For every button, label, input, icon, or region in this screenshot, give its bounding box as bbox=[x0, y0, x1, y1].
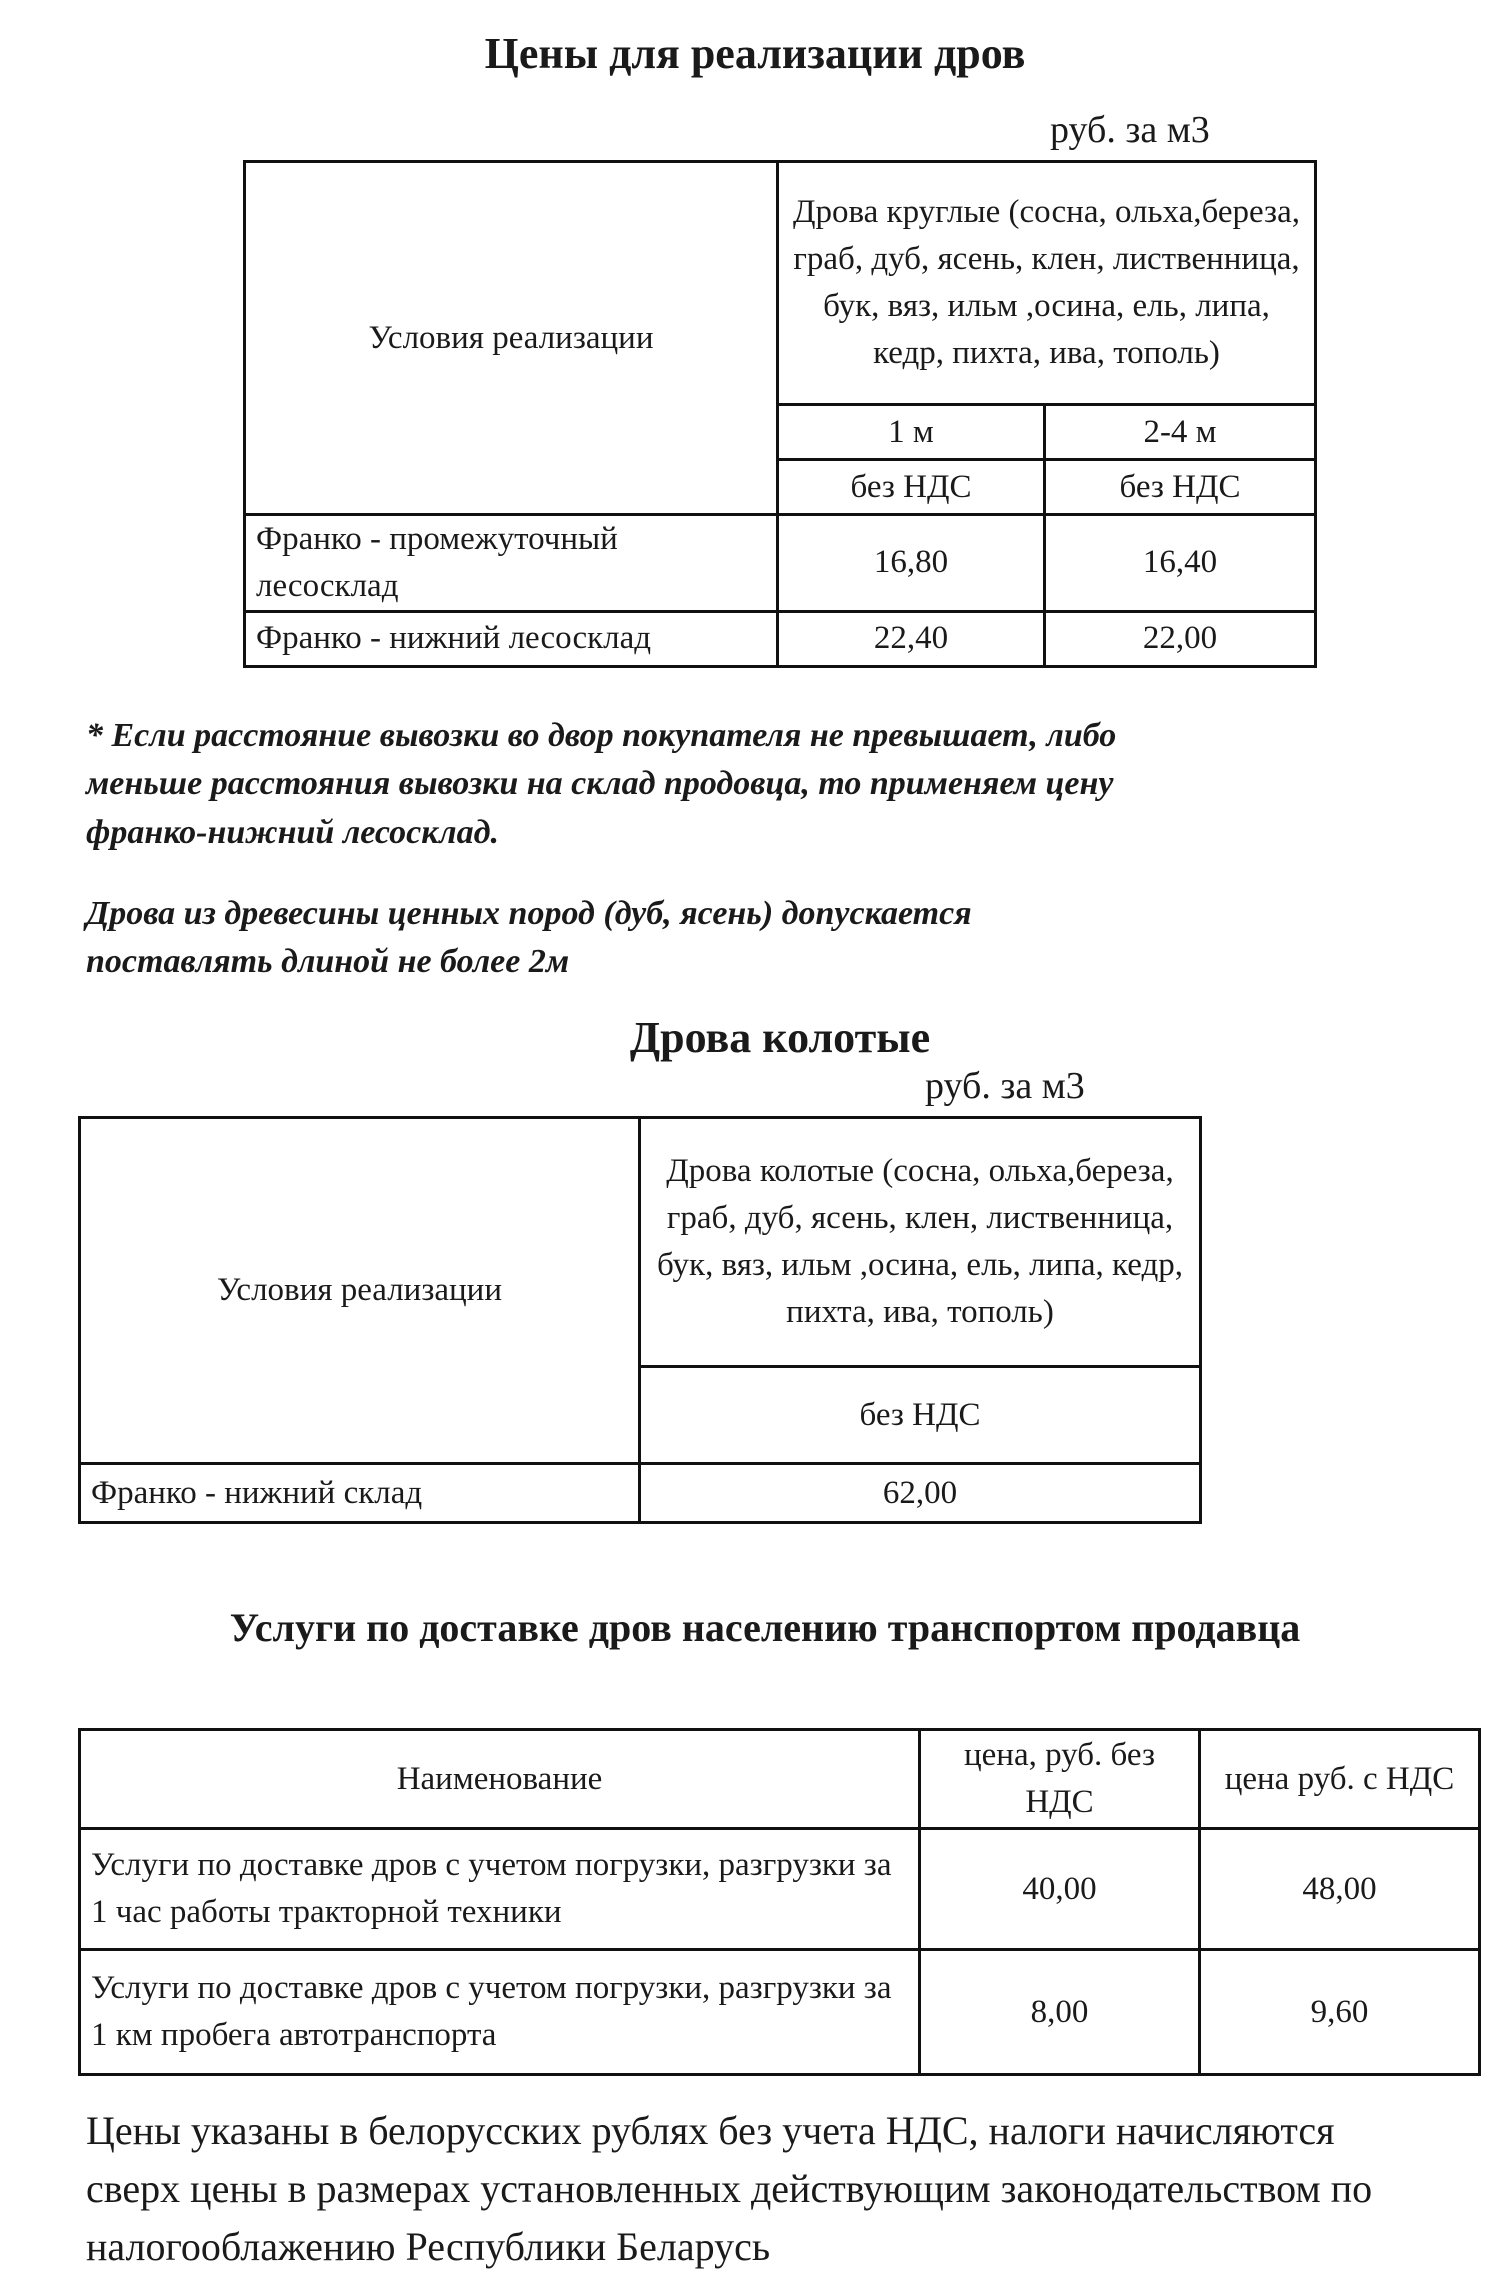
service-price-no-vat: 40,00 bbox=[920, 1829, 1200, 1950]
title-split-firewood: Дрова колотые bbox=[629, 1013, 931, 1062]
header-price-vat: цена руб. с НДС bbox=[1200, 1730, 1480, 1829]
row-price-1m: 22,40 bbox=[778, 611, 1045, 666]
header-length-1m: 1 м bbox=[778, 405, 1045, 460]
note-distance: * Если расстояние вывозки во двор покупателя не превышает, либо меньше расстояния вывозки на склад продовца, то применяем цену франко-нижний лесосклад. bbox=[86, 717, 1117, 851]
header-conditions: Условия реализации bbox=[245, 162, 778, 515]
note-valuable-wood: Дрова из древесины ценных пород (дуб, ясень) допускается поставлять длиной не более 2м bbox=[86, 895, 972, 981]
row-price-2-4m: 16,40 bbox=[1045, 515, 1316, 612]
table-round-firewood bbox=[243, 160, 1317, 668]
table-delivery-services bbox=[78, 1728, 1481, 2076]
service-name: Услуги по доставке дров с учетом погрузки, разгрузки за 1 час работы тракторной техники bbox=[80, 1829, 920, 1950]
unit-label-round: руб. за м3 bbox=[1050, 109, 1210, 151]
service-price-vat: 48,00 bbox=[1200, 1829, 1480, 1950]
row-price: 62,00 bbox=[640, 1464, 1201, 1523]
header-name: Наименование bbox=[80, 1730, 920, 1829]
row-condition: Франко - нижний склад bbox=[80, 1464, 640, 1523]
row-price-2-4m: 22,00 bbox=[1045, 611, 1316, 666]
header-product-split: Дрова колотые (сосна, ольха,береза, граб, дуб, ясень, клен, лиственница, бук, вяз, ильм ,осина, ель, липа, кедр, пихта, ива, тополь) bbox=[640, 1118, 1201, 1367]
header-vat-1: без НДС bbox=[778, 460, 1045, 515]
header-length-2-4m: 2-4 м bbox=[1045, 405, 1316, 460]
header-vat: без НДС bbox=[640, 1367, 1201, 1464]
header-vat-2: без НДС bbox=[1045, 460, 1316, 515]
service-name: Услуги по доставке дров с учетом погрузки, разгрузки за 1 км пробега автотранспорта bbox=[80, 1950, 920, 2075]
unit-label-split: руб. за м3 bbox=[925, 1065, 1085, 1107]
footer-note: Цены указаны в белорусских рублях без учета НДС, налоги начисляются сверх цены в размерах установленных действующим законодательством по налогооблажению Республики Беларусь bbox=[86, 2108, 1373, 2269]
header-product-round: Дрова круглые (сосна, ольха,береза, граб, дуб, ясень, клен, лиственница, бук, вяз, ильм ,осина, ель, липа, кедр, пихта, ива, тополь) bbox=[778, 162, 1316, 405]
header-conditions: Условия реализации bbox=[80, 1118, 640, 1464]
row-condition: Франко - промежуточный лесосклад bbox=[245, 515, 778, 612]
header-price-no-vat: цена, руб. без НДС bbox=[920, 1730, 1200, 1829]
row-condition: Франко - нижний лесосклад bbox=[245, 611, 778, 666]
table-split-firewood bbox=[78, 1116, 1202, 1524]
service-price-vat: 9,60 bbox=[1200, 1950, 1480, 2075]
title-round-firewood: Цены для реализации дров bbox=[484, 29, 1026, 78]
title-delivery-services: Услуги по доставке дров населению транспортом продавца bbox=[229, 1605, 1301, 1650]
row-price-1m: 16,80 bbox=[778, 515, 1045, 612]
service-price-no-vat: 8,00 bbox=[920, 1950, 1200, 2075]
